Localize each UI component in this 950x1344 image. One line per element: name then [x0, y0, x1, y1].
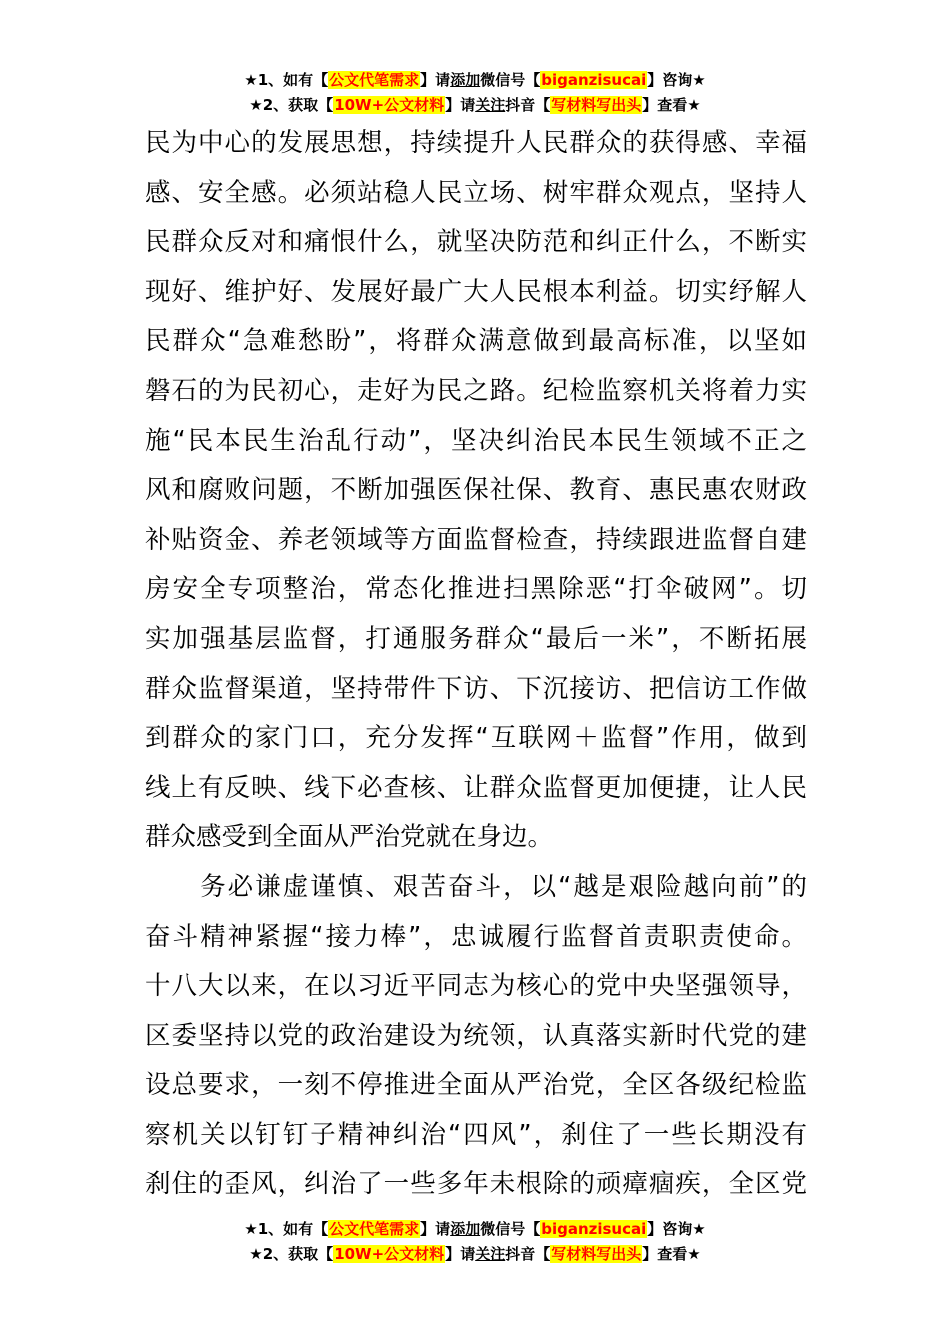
underlined-text: 添加	[450, 71, 481, 89]
text-line: 感、安全感。必须站稳人民立场、树牢群众观点，坚持人	[145, 177, 807, 208]
text-line: 到群众的家门口，充分发挥“互联网＋监督”作用，做到	[145, 723, 807, 754]
banner-text: ★1、如有【	[244, 71, 329, 89]
banner-text: 】咨询★	[647, 71, 706, 89]
highlight-service: 公文代笔需求	[329, 1220, 420, 1238]
banner-text: 】请	[420, 1220, 451, 1238]
footer-banner	[0, 1217, 950, 1267]
banner-text: 】查看★	[642, 96, 701, 114]
text-line: 磐石的为民初心，走好为民之路。纪检监察机关将着力实	[145, 375, 807, 406]
body-text	[145, 119, 807, 1210]
underlined-text: 关注	[475, 1245, 506, 1263]
text-line: 察机关以钉钉子精神纠治“四风”，刹住了一些长期没有	[145, 1119, 807, 1150]
header-banner	[0, 68, 950, 118]
highlight-materials: 10W+公文材料	[334, 96, 445, 114]
text-line: 设总要求，一刻不停推进全面从严治党，全区各级纪检监	[145, 1070, 807, 1101]
text-line: 群众感受到全面从严治党就在身边。	[145, 822, 554, 853]
highlight-douyin: 写材料写出头	[551, 1245, 642, 1263]
underlined-text: 添加	[450, 1220, 481, 1238]
text-line: 民群众反对和痛恨什么，就坚决防范和纠正什么，不断实	[145, 227, 807, 258]
text-line: 实加强基层监督，打通服务群众“最后一米”，不断拓展	[145, 623, 807, 654]
highlight-wechat-id: biganzisucai	[541, 71, 647, 89]
banner-text: 微信号【	[480, 1220, 541, 1238]
banner-text: 】请	[420, 71, 451, 89]
highlight-douyin: 写材料写出头	[551, 96, 642, 114]
banner-text: 抖音【	[505, 96, 551, 114]
banner-text: 】请	[445, 96, 476, 114]
text-line: 房安全专项整治，常态化推进扫黑除恶“打伞破网”。切	[145, 574, 807, 605]
banner-line-1	[0, 68, 950, 93]
banner-text: 抖音【	[505, 1245, 551, 1263]
banner-text: ★1、如有【	[244, 1220, 329, 1238]
banner-line-1	[0, 1217, 950, 1242]
banner-line-2	[0, 1242, 950, 1267]
text-line: 十八大以来，在以习近平同志为核心的党中央坚强领导，	[145, 971, 807, 1002]
banner-text: 】请	[445, 1245, 476, 1263]
highlight-wechat-id: biganzisucai	[541, 1220, 647, 1238]
text-line: 线上有反映、线下必查核、让群众监督更加便捷，让人民	[145, 772, 807, 803]
text-line: 民群众“急难愁盼”，将群众满意做到最高标准，以坚如	[145, 326, 807, 357]
text-line: 施“民本民生治乱行动”，坚决纠治民本民生领域不正之	[145, 425, 807, 456]
underlined-text: 关注	[475, 96, 506, 114]
text-line: 补贴资金、养老领域等方面监督检查，持续跟进监督自建	[145, 524, 807, 555]
text-line: 奋斗精神紧握“接力棒”，忠诚履行监督首责职责使命。	[145, 921, 807, 952]
highlight-service: 公文代笔需求	[329, 71, 420, 89]
banner-text: ★2、获取【	[249, 1245, 334, 1263]
text-line: 风和腐败问题，不断加强医保社保、教育、惠民惠农财政	[145, 475, 807, 506]
banner-text: 】查看★	[642, 1245, 701, 1263]
text-line: 民为中心的发展思想，持续提升人民群众的获得感、幸福	[145, 128, 807, 158]
highlight-materials: 10W+公文材料	[334, 1245, 445, 1263]
banner-text: 】咨询★	[647, 1220, 706, 1238]
banner-text: 微信号【	[480, 71, 541, 89]
banner-text: ★2、获取【	[249, 96, 334, 114]
text-line: 区委坚持以党的政治建设为统领，认真落实新时代党的建	[145, 1020, 807, 1051]
text-line: 务必谦虚谨慎、艰苦奋斗，以“越是艰险越向前”的	[145, 871, 807, 902]
text-line: 刹住的歪风，纠治了一些多年未根除的顽瘴痼疾，全区党	[145, 1169, 807, 1200]
text-line: 现好、维护好、发展好最广大人民根本利益。切实纾解人	[145, 276, 807, 307]
text-line: 群众监督渠道，坚持带件下访、下沉接访、把信访工作做	[145, 673, 807, 704]
banner-line-2	[0, 93, 950, 118]
